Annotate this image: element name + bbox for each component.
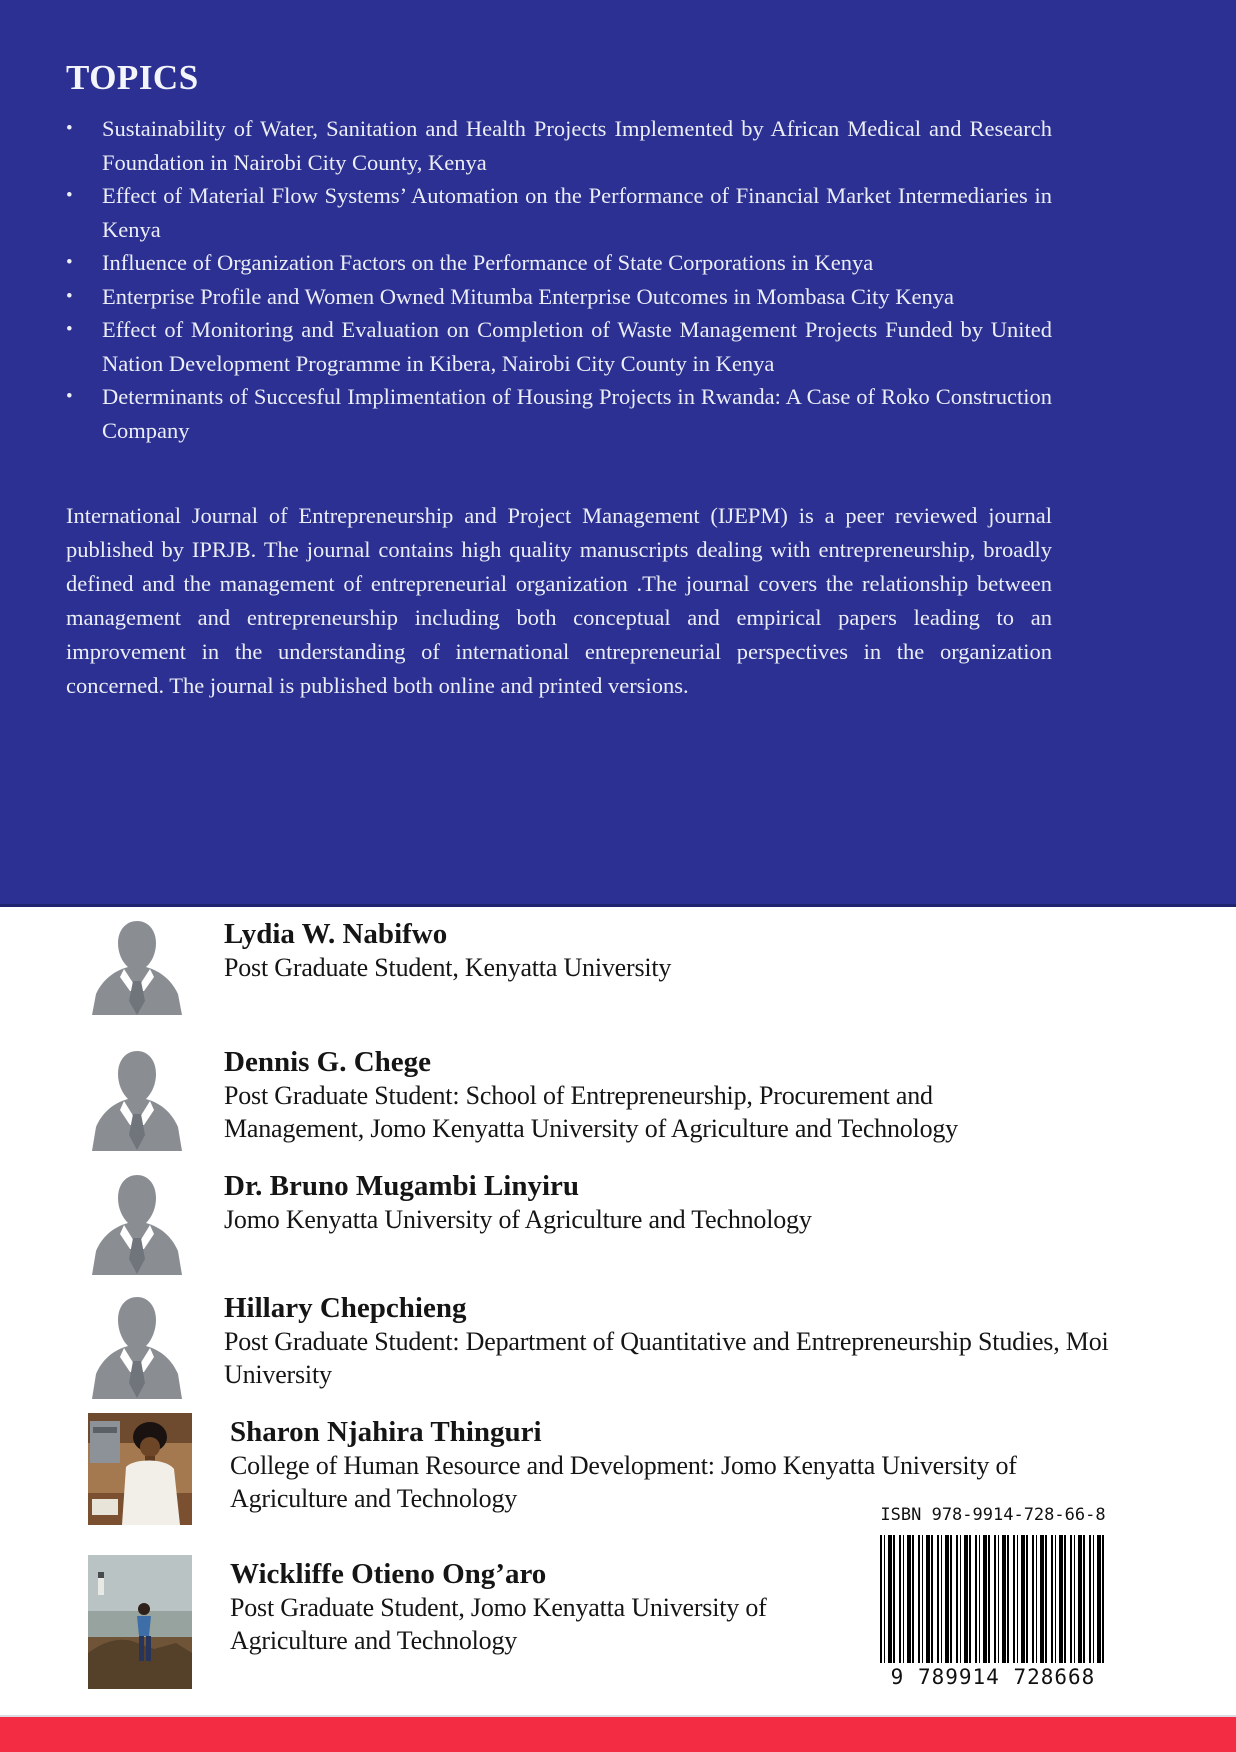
isbn-label: ISBN 978-9914-728-66-8 — [880, 1505, 1106, 1525]
person-silhouette-icon — [88, 1289, 186, 1399]
author-name: Dr. Bruno Mugambi Linyiru — [224, 1170, 580, 1202]
author-affiliation: Post Graduate Student: School of Entrepreneurship, Procurement and Management, Jomo Kenyatta University of Agriculture and Technology — [224, 1081, 958, 1143]
barcode-digits: 9 789914 728668 — [890, 1665, 1096, 1689]
author-name: Wickliffe Otieno Ong’aro — [230, 1558, 547, 1590]
author-row — [88, 915, 1236, 1015]
author-info — [224, 915, 671, 1015]
topic-text: Effect of Material Flow Systems’ Automation on the Performance of Financial Market Intermediaries in Kenya — [102, 183, 1052, 242]
author-name: Sharon Njahira Thinguri — [230, 1416, 542, 1448]
person-silhouette-icon — [88, 1043, 186, 1151]
topic-item — [66, 179, 1052, 246]
topics-list — [66, 112, 1052, 447]
bullet-icon: • — [66, 118, 73, 139]
author-info — [230, 1555, 870, 1689]
isbn-barcode — [880, 1505, 1106, 1689]
person-silhouette-icon — [88, 915, 186, 1015]
author-affiliation: College of Human Resource and Development: Jomo Kenyatta University of Agriculture and Technology — [230, 1451, 1017, 1513]
author-row — [88, 1043, 1236, 1151]
authors-section — [0, 907, 1236, 1717]
author-affiliation: Post Graduate Student, Kenyatta University — [224, 953, 672, 982]
author-name: Dennis G. Chege — [224, 1046, 432, 1078]
topics-heading: TOPICS — [66, 58, 199, 97]
author-affiliation: Jomo Kenyatta University of Agriculture and Technology — [224, 1205, 812, 1234]
topic-item — [66, 246, 1052, 280]
journal-description: International Journal of Entrepreneurship and Project Management (IJEPM) is a peer reviewed journal published by IPRJB. The journal contains high quality manuscripts dealing with entrepreneurship, broadly defined and the management of entrepreneurial organization .The journal covers the relationship between management and entrepreneurship including both conceptual and empirical papers leading to an improvement in the understanding of international entrepreneurial perspectives in the organization concerned. The journal is published both online and printed versions. — [66, 503, 1052, 698]
author-row — [88, 1167, 1236, 1275]
author-affiliation: Post Graduate Student, Jomo Kenyatta University of Agriculture and Technology — [230, 1593, 767, 1655]
author-row — [88, 1289, 1236, 1399]
barcode-bars — [880, 1535, 1106, 1663]
bullet-icon: • — [66, 386, 73, 407]
author-name: Hillary Chepchieng — [224, 1292, 467, 1324]
author-photo-office — [88, 1413, 192, 1525]
author-photo-seaside — [88, 1555, 192, 1689]
topic-text: Influence of Organization Factors on the Performance of State Corporations in Kenya — [102, 250, 874, 275]
footer-red-stripe — [0, 1715, 1236, 1752]
bullet-icon: • — [66, 319, 73, 340]
author-affiliation: Post Graduate Student: Department of Quantitative and Entrepreneurship Studies, Moi University — [224, 1327, 1109, 1389]
author-info — [224, 1289, 1124, 1399]
topic-item — [66, 313, 1052, 380]
topic-item — [66, 280, 1052, 314]
topic-text: Effect of Monitoring and Evaluation on Completion of Waste Management Projects Funded by United Nation Development Programme in Kibera, Nairobi City County in Kenya — [102, 317, 1052, 376]
bullet-icon: • — [66, 185, 73, 206]
author-info — [224, 1043, 1074, 1151]
topic-text: Determinants of Succesful Implimentation of Housing Projects in Rwanda: A Case of Roko Construction Company — [102, 384, 1052, 443]
bullet-icon: • — [66, 252, 73, 273]
author-info — [224, 1167, 812, 1275]
bullet-icon: • — [66, 285, 73, 307]
topic-item — [66, 380, 1052, 447]
topic-item — [66, 112, 1052, 179]
topic-text: Sustainability of Water, Sanitation and Health Projects Implemented by African Medical and Research Foundation in Nairobi City County, Kenya — [102, 116, 1052, 175]
topic-text: Enterprise Profile and Women Owned Mitumba Enterprise Outcomes in Mombasa City Kenya — [102, 283, 954, 309]
author-name: Lydia W. Nabifwo — [224, 918, 448, 950]
person-silhouette-icon — [88, 1167, 186, 1275]
